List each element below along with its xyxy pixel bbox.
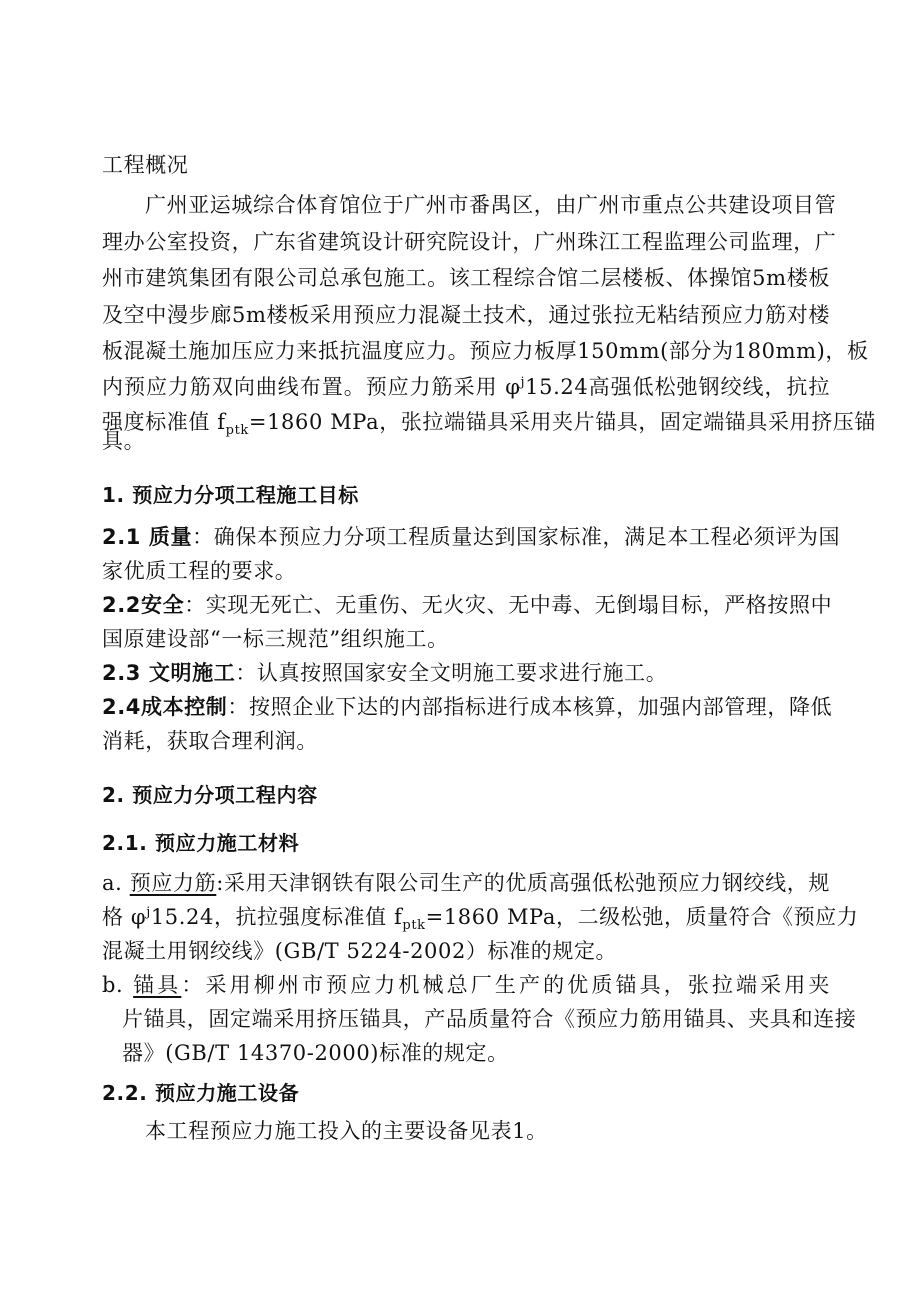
equipment-note: 本工程预应力施工投入的主要设备见表1。 (145, 1119, 548, 1143)
cost-label: 2.4成本控制 (102, 695, 228, 719)
subsection-2-2-heading: 2.2. 预应力施工设备 (102, 1081, 300, 1105)
anchor-line-3: 器》(GB/T 14370-2000)标准的规定。 (122, 1041, 509, 1065)
strand-line-1: a. 预应力筋:采用天津钢铁有限公司生产的优质高强低松弛预应力钢绞线，规 (102, 871, 830, 895)
anchor-line-1: b. 锚具：采用柳州市预应力机械总厂生产的优质锚具，张拉端采用夹 (102, 973, 831, 997)
strand-line-2: 格 $\varphi^j15.24$，抗拉强度标准值 $f_{ptk}=1860$ MPa，二级松弛，质量符合《预应力 (102, 905, 859, 934)
overview-title: 工程概况 (102, 153, 189, 177)
safety-label: 2.2安全 (102, 593, 185, 617)
civilized-label: 2.3 文明施工 (102, 661, 236, 685)
intro-line-6: 内预应力筋双向曲线布置。预应力筋采用 $\varphi^j15.24$高强低松弛钢绞线，抗拉 (102, 375, 830, 399)
quality-line-2: 家优质工程的要求。 (102, 559, 297, 583)
anchor-line-2: 片锚具，固定端采用挤压锚具，产品质量符合《预应力筋用锚具、夹具和连接 (122, 1007, 857, 1031)
intro-line-8: 具。 (102, 429, 146, 453)
cost-line-1: 2.4成本控制：按照企业下达的内部指标进行成本核算，加强内部管理，降低 (102, 695, 833, 719)
intro-line-3: 州市建筑集团有限公司总承包施工。该工程综合馆二层楼板、体操馆5m楼板 (102, 266, 830, 290)
section-1-heading: 1. 预应力分项工程施工目标 (102, 483, 359, 507)
subsection-2-1-heading: 2.1. 预应力施工材料 (102, 831, 300, 855)
quality-label: 2.1 质量 (102, 525, 193, 549)
quality-line-1: 2.1 质量：确保本预应力分项工程质量达到国家标准，满足本工程必须评为国 (102, 525, 841, 549)
safety-line-1: 2.2安全：实现无死亡、无重伤、无火灾、无中毒、无倒塌目标，严格按照中 (102, 593, 833, 617)
section-2-heading: 2. 预应力分项工程内容 (102, 783, 318, 807)
anchor-label: 锚具 (133, 973, 182, 997)
intro-line-4: 及空中漫步廊5m楼板采用预应力混凝土技术，通过张拉无粘结预应力筋对楼 (102, 303, 830, 327)
intro-line-7: 强度标准值 $f_{ptk}=1860$ MPa，张拉端锚具采用夹片锚具，固定端锚具采用挤压锚 (102, 410, 877, 439)
intro-line-5: 板混凝土施加压应力来抵抗温度应力。预应力板厚150mm(部分为180mm)，板 (102, 339, 869, 363)
cost-line-2: 消耗，获取合理利润。 (102, 729, 318, 753)
civilized-line: 2.3 文明施工：认真按照国家安全文明施工要求进行施工。 (102, 661, 668, 685)
strand-label: 预应力筋 (129, 871, 217, 895)
intro-line-1: 广州亚运城综合体育馆位于广州市番禺区，由广州市重点公共建设项目管 (145, 193, 837, 217)
intro-line-2: 理办公室投资，广东省建筑设计研究院设计，广州珠江工程监理公司监理，广 (102, 230, 837, 254)
safety-line-2: 国原建设部“一标三规范”组织施工。 (102, 627, 449, 651)
strand-line-3: 混凝土用钢绞线》(GB/T 5224-2002）标准的规定。 (102, 939, 618, 963)
